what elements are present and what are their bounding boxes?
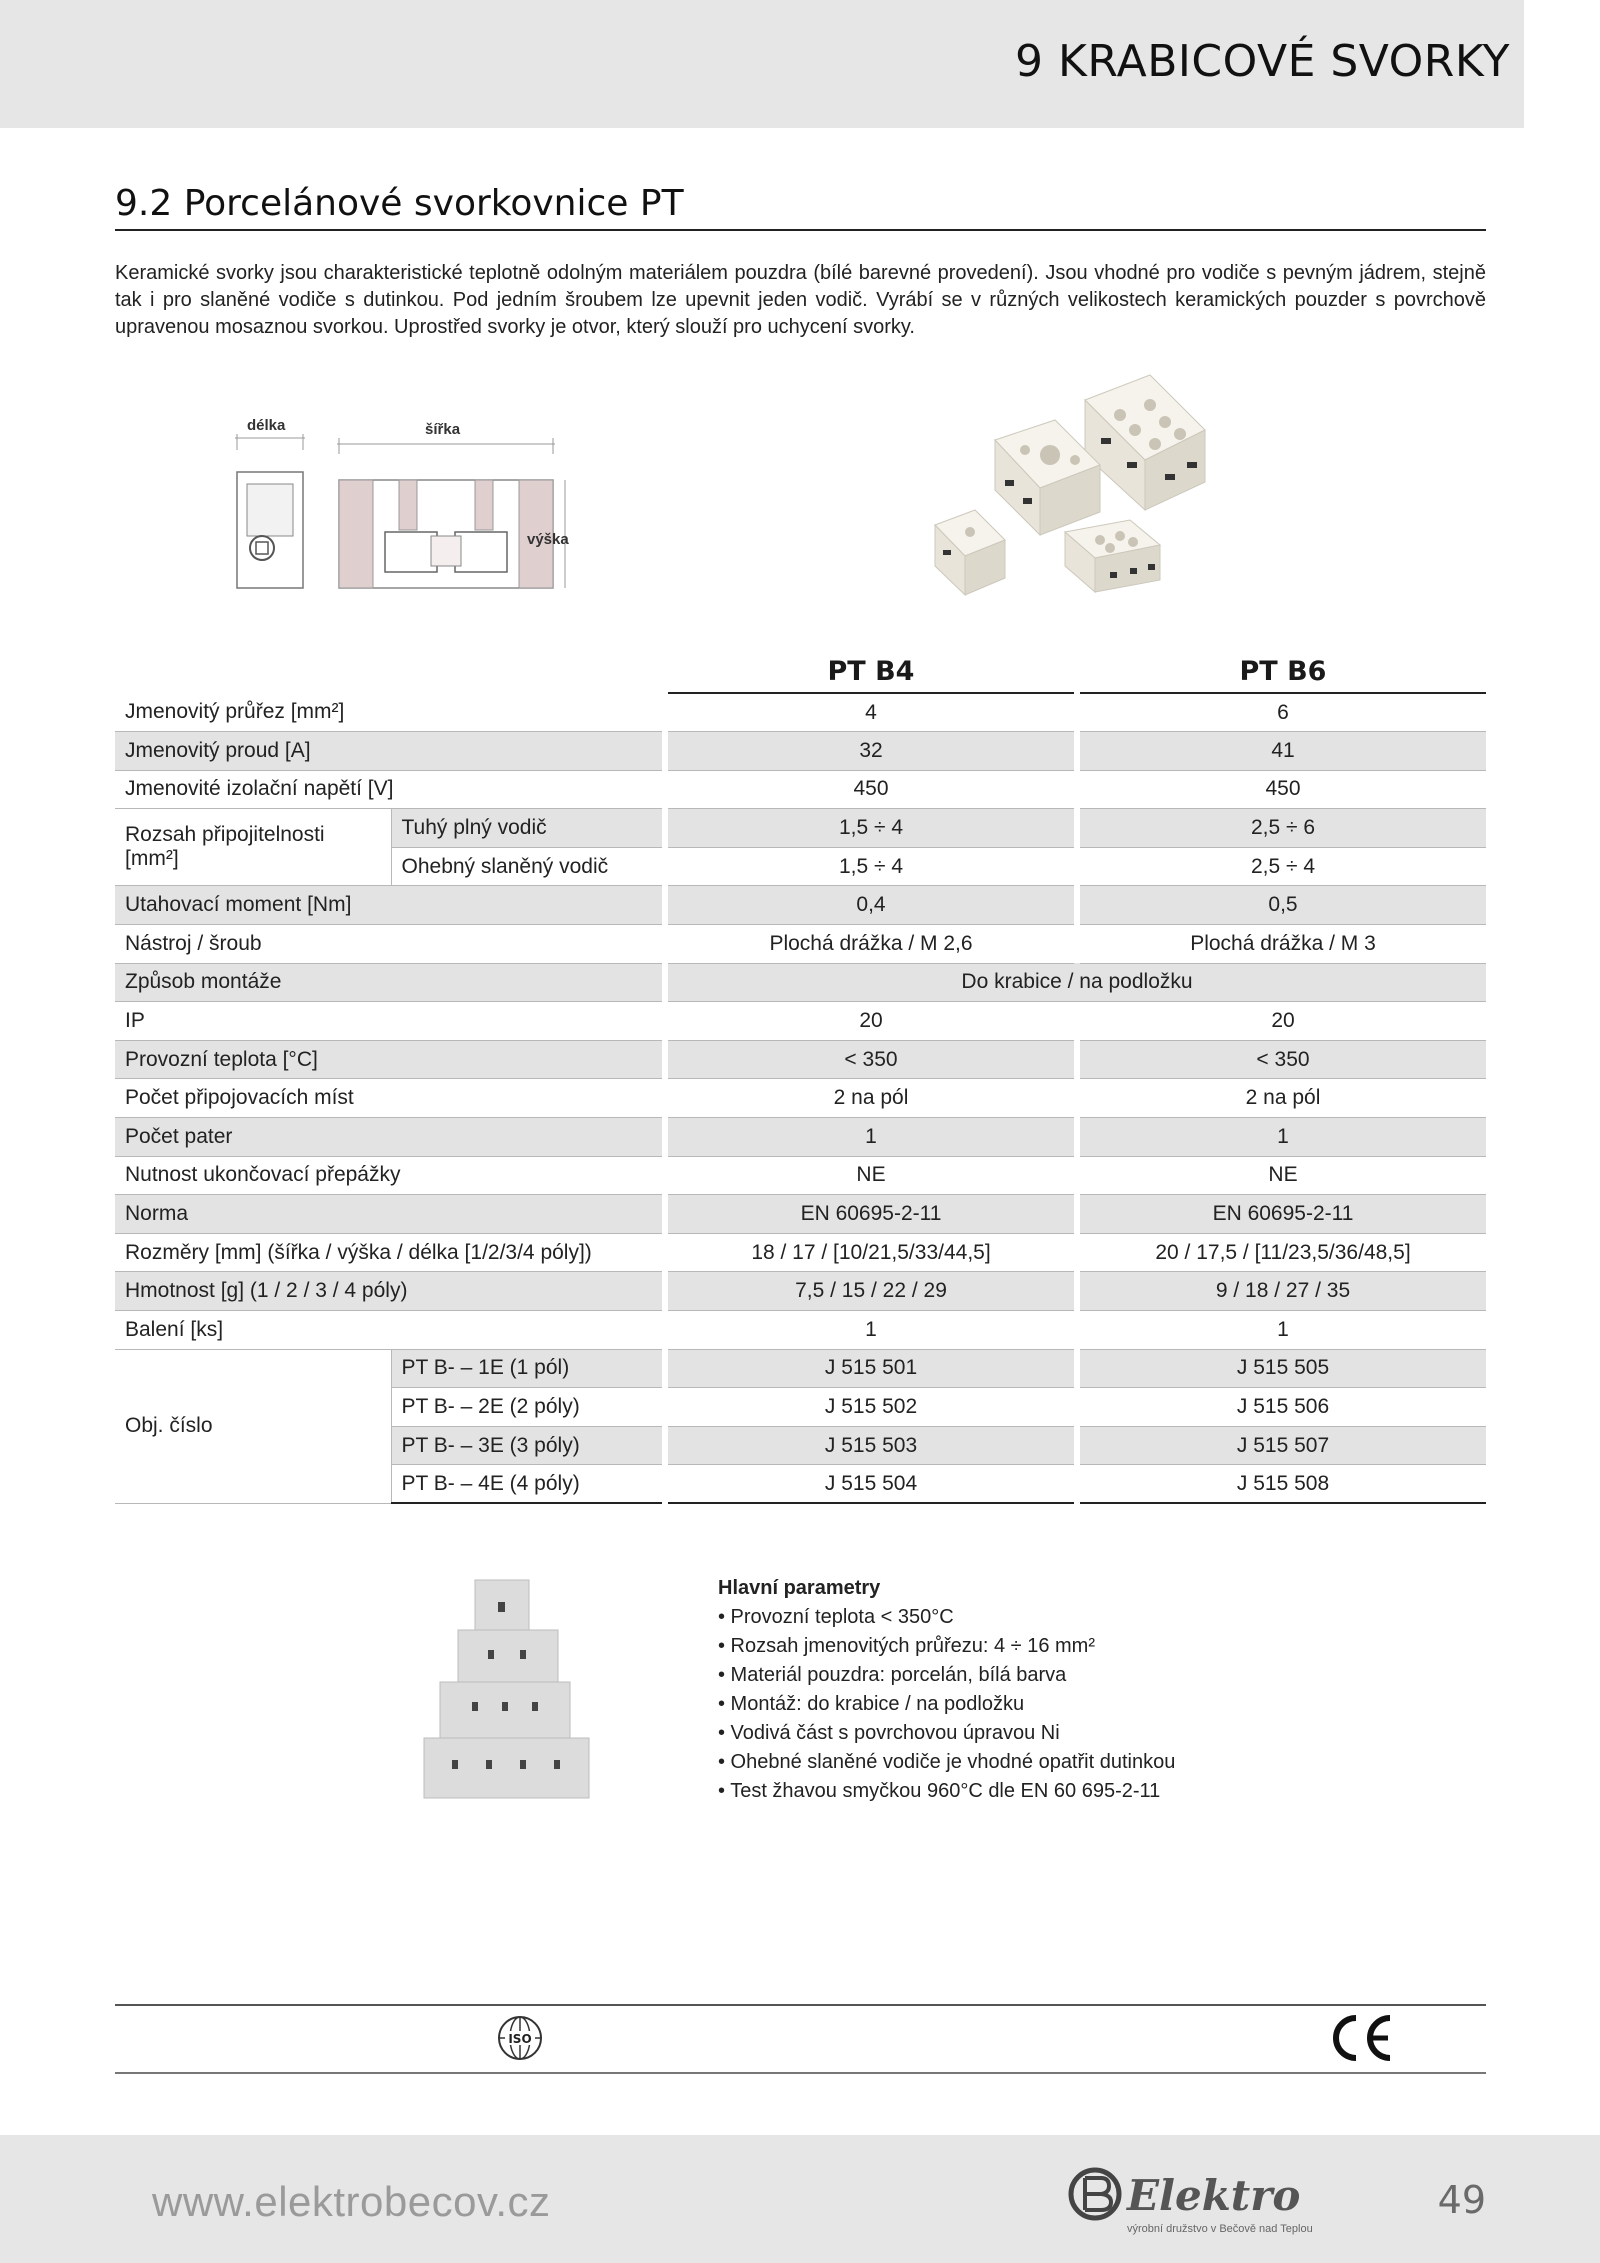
table-row xyxy=(115,732,1486,771)
table-row xyxy=(115,1156,1486,1195)
large-terminal-block xyxy=(1085,375,1205,510)
small-terminal-block xyxy=(935,510,1005,595)
value-b6: J 515 507 xyxy=(1080,1426,1486,1465)
table-row xyxy=(115,1040,1486,1079)
medium-terminal-block xyxy=(995,420,1100,535)
value-b4: 2 na pól xyxy=(668,1079,1074,1118)
divider xyxy=(115,2004,1486,2006)
row-label: Jmenovité izolační napětí [V] xyxy=(115,770,662,809)
value-b4: 32 xyxy=(668,732,1074,771)
order-sub-label: PT B- – 1E (1 pól) xyxy=(391,1349,662,1388)
value-b6: NE xyxy=(1080,1156,1486,1195)
row-label: Jmenovitý průřez [mm²] xyxy=(115,693,662,732)
param-item: • Test žhavou smyčkou 960°C dle EN 60 695-2-11 xyxy=(718,1780,1161,1802)
table-row xyxy=(115,1311,1486,1350)
order-sub-label: PT B- – 2E (2 póly) xyxy=(391,1388,662,1427)
table-row xyxy=(115,1079,1486,1118)
terminal-blocks-photo xyxy=(905,370,1245,610)
value-b4: J 515 503 xyxy=(668,1426,1074,1465)
label-length: délka xyxy=(247,417,286,434)
value-b6: J 515 506 xyxy=(1080,1388,1486,1427)
value-b6: 2 na pól xyxy=(1080,1079,1486,1118)
website-link[interactable]: www.elektrobecov.cz xyxy=(152,2178,551,2225)
value-b6: < 350 xyxy=(1080,1040,1486,1079)
value-b4: 1,5 ÷ 4 xyxy=(668,847,1074,886)
value-b4: NE xyxy=(668,1156,1074,1195)
row-label: Provozní teplota [°C] xyxy=(115,1040,662,1079)
value-b6: J 515 508 xyxy=(1080,1465,1486,1504)
value-b6: 20 xyxy=(1080,1002,1486,1041)
brand-name: Elektro xyxy=(1127,2171,1301,2220)
value-b4: 1 xyxy=(668,1311,1074,1350)
value-b6: 9 / 18 / 27 / 35 xyxy=(1080,1272,1486,1311)
value-b6: 1 xyxy=(1080,1118,1486,1157)
value-b4: J 515 504 xyxy=(668,1465,1074,1504)
row-label: Počet připojovacích míst xyxy=(115,1079,662,1118)
value-b6: 0,5 xyxy=(1080,886,1486,925)
table-row xyxy=(115,1195,1486,1234)
label-width: šířka xyxy=(425,421,461,438)
value-b6: 2,5 ÷ 6 xyxy=(1080,809,1486,848)
divider xyxy=(115,2072,1486,2074)
two-pole-terminal-block xyxy=(1065,520,1160,592)
page-number: 49 xyxy=(1437,2178,1486,2222)
row-label: Nutnost ukončovací přepážky xyxy=(115,1156,662,1195)
row-label: Rozměry [mm] (šířka / výška / délka [1/2/3/4 póly]) xyxy=(115,1233,662,1272)
table-row xyxy=(115,1349,1486,1388)
iso-text: ISO xyxy=(508,2032,532,2046)
value-b6: 2,5 ÷ 4 xyxy=(1080,847,1486,886)
param-item: • Materiál pouzdra: porcelán, bílá barva xyxy=(718,1664,1067,1686)
row-label: Utahovací moment [Nm] xyxy=(115,886,662,925)
value-b4: J 515 501 xyxy=(668,1349,1074,1388)
value-b6: EN 60695-2-11 xyxy=(1080,1195,1486,1234)
param-item: • Provozní teplota < 350°C xyxy=(718,1606,954,1628)
intro-paragraph: Keramické svorky jsou charakteristické teplotně odolným materiálem pouzdra (bílé barevné provedení). Jsou vhodné pro vodiče s pevným jádrem, stejně tak i pro slaněné vodiče s dutinkou. Pod jedním šroubem lze upevnit jeden vodič. Vyrábí se v různých velikostech keramických pouzder s povrchově upravenou mosaznou svorkou. Uprostřed svorky je otvor, který slouží pro uchycení svorky. xyxy=(115,262,1486,338)
value-b4: 0,4 xyxy=(668,886,1074,925)
ce-mark-logo xyxy=(1328,2012,1396,2064)
column-pt-b4: PT B4 xyxy=(668,650,1074,693)
order-label: Obj. číslo xyxy=(115,1349,391,1503)
range-sub-label: Tuhý plný vodič xyxy=(391,809,662,848)
elektro-brand-logo xyxy=(1063,2160,1393,2240)
value-b4: 18 / 17 / [10/21,5/33/44,5] xyxy=(668,1233,1074,1272)
main-parameters xyxy=(718,1574,1218,1806)
row-label: Norma xyxy=(115,1195,662,1234)
value-b4: 7,5 / 15 / 22 / 29 xyxy=(668,1272,1074,1311)
brand-tagline: výrobní družstvo v Bečově nad Teplou xyxy=(1127,2223,1313,2235)
value-b4: Plochá drážka / M 2,6 xyxy=(668,925,1074,964)
value-b4: < 350 xyxy=(668,1040,1074,1079)
table-row xyxy=(115,693,1486,732)
column-pt-b6: PT B6 xyxy=(1080,650,1486,693)
value-b6: 6 xyxy=(1080,693,1486,732)
order-sub-label: PT B- – 3E (3 póly) xyxy=(391,1426,662,1465)
label-height: výška xyxy=(527,531,569,548)
table-row xyxy=(115,1272,1486,1311)
table-row xyxy=(115,770,1486,809)
dimension-drawing xyxy=(225,410,585,600)
value-b4: J 515 502 xyxy=(668,1388,1074,1427)
row-label: Jmenovitý proud [A] xyxy=(115,732,662,771)
table-row xyxy=(115,1002,1486,1041)
params-title: Hlavní parametry xyxy=(718,1577,881,1599)
value-b6: 1 xyxy=(1080,1311,1486,1350)
table-row xyxy=(115,963,1486,1002)
value-b4: 1 xyxy=(668,1118,1074,1157)
table-row xyxy=(115,925,1486,964)
order-sub-label: PT B- – 4E (4 póly) xyxy=(391,1465,662,1504)
value-b6: J 515 505 xyxy=(1080,1349,1486,1388)
table-row xyxy=(115,886,1486,925)
value-b4: EN 60695-2-11 xyxy=(668,1195,1074,1234)
value-b4: 1,5 ÷ 4 xyxy=(668,809,1074,848)
value-b6: 41 xyxy=(1080,732,1486,771)
value-b6: Plochá drážka / M 3 xyxy=(1080,925,1486,964)
iso-logo xyxy=(496,2014,544,2062)
row-label: Balení [ks] xyxy=(115,1311,662,1350)
value-b6: 450 xyxy=(1080,770,1486,809)
value-b4: 4 xyxy=(668,693,1074,732)
stacked-blocks-photo xyxy=(410,1570,600,1815)
table-row xyxy=(115,1233,1486,1272)
value-b4: 20 xyxy=(668,1002,1074,1041)
value-b6: 20 / 17,5 / [11/23,5/36/48,5] xyxy=(1080,1233,1486,1272)
chapter-title: 9 KRABICOVÉ SVORKY xyxy=(1015,36,1510,87)
value-both: Do krabice / na podložku xyxy=(668,963,1486,1002)
range-sub-label: Ohebný slaněný vodič xyxy=(391,847,662,886)
range-label: Rozsah připojitelnosti [mm²] xyxy=(115,809,391,886)
param-item: • Rozsah jmenovitých průřezu: 4 ÷ 16 mm² xyxy=(718,1635,1096,1657)
param-item: • Vodivá část s povrchovou úpravou Ni xyxy=(718,1722,1060,1744)
row-label: Počet pater xyxy=(115,1118,662,1157)
row-label: Způsob montáže xyxy=(115,963,662,1002)
spec-table xyxy=(115,650,1486,1504)
section-title: 9.2 Porcelánové svorkovnice PT xyxy=(115,183,1486,231)
param-item: • Ohebné slaněné vodiče je vhodné opatřit dutinkou xyxy=(718,1751,1176,1773)
table-row xyxy=(115,809,1486,848)
row-label: Nástroj / šroub xyxy=(115,925,662,964)
row-label: Hmotnost [g] (1 / 2 / 3 / 4 póly) xyxy=(115,1272,662,1311)
value-b4: 450 xyxy=(668,770,1074,809)
param-item: • Montáž: do krabice / na podložku xyxy=(718,1693,1025,1715)
table-row xyxy=(115,1118,1486,1157)
row-label: IP xyxy=(115,1002,662,1041)
